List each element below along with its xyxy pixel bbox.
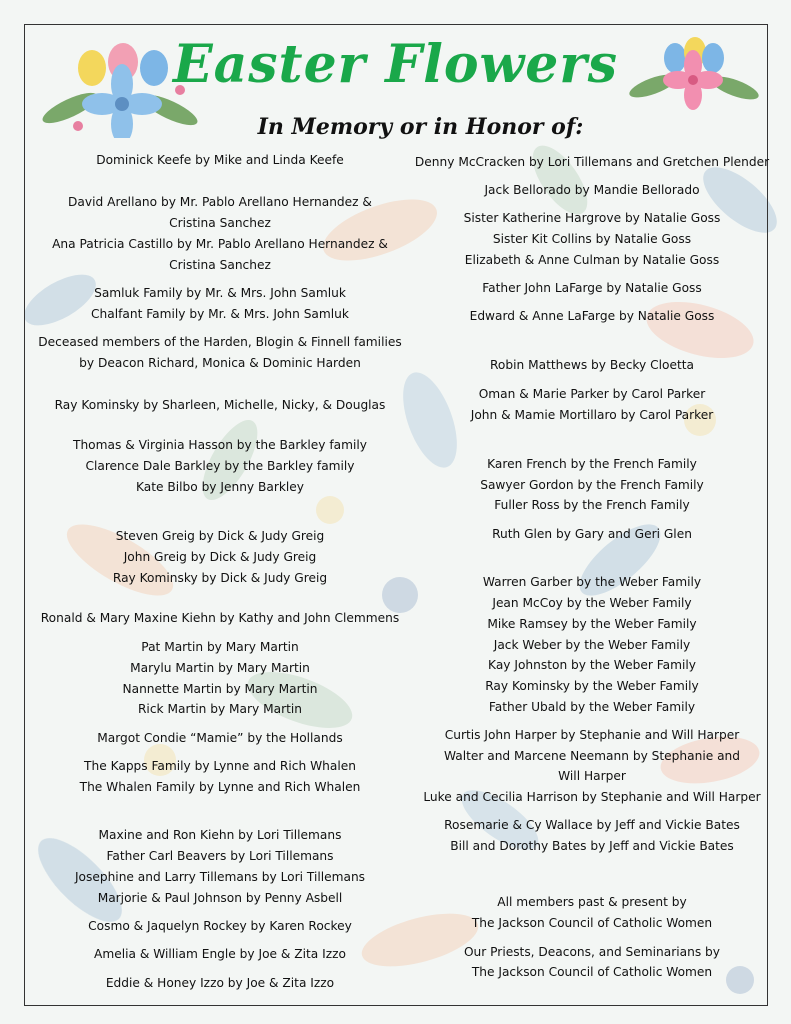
dedication-line: Cristina Sanchez xyxy=(169,216,271,230)
dedication-line: Bill and Dorothy Bates by Jeff and Vickie Bates xyxy=(450,839,734,853)
dedication-line: Deceased members of the Harden, Blogin & Finnell families xyxy=(38,335,402,349)
dedication-line: Jean McCoy by the Weber Family xyxy=(492,596,692,610)
dedication-line: Kate Bilbo by Jenny Barkley xyxy=(135,480,305,494)
dedication-line: Ronald & Mary Maxine Kiehn by Kathy and John Clemmens xyxy=(40,611,400,625)
dedication-line: John Greig by Dick & Judy Greig xyxy=(123,550,317,564)
dedication-line: Father Carl Beavers by Lori Tillemans xyxy=(106,849,334,863)
dedication-line: The Kapps Family by Lynne and Rich Whalen xyxy=(84,759,356,773)
dedication-line: Ray Kominsky by Sharleen, Michelle, Nicky, & Douglas xyxy=(54,398,386,412)
dedication-line: Clarence Dale Barkley by the Barkley family xyxy=(85,459,355,473)
dedication-line: Ray Kominsky by the Weber Family xyxy=(485,679,699,693)
dedication-line: Will Harper xyxy=(558,769,626,783)
dedication-line: Kay Johnston by the Weber Family xyxy=(488,658,696,672)
dedication-line: Robin Matthews by Becky Cloetta xyxy=(489,358,695,372)
dedication-line: Mike Ramsey by the Weber Family xyxy=(487,617,697,631)
dedication-line: Father John LaFarge by Natalie Goss xyxy=(482,281,702,295)
dedication-line: Nannette Martin by Mary Martin xyxy=(122,682,318,696)
dedication-line: Margot Condie “Mamie” by the Hollands xyxy=(97,731,343,745)
dedication-line: Sawyer Gordon by the French Family xyxy=(480,478,704,492)
dedication-line: Maxine and Ron Kiehn by Lori Tillemans xyxy=(98,828,342,842)
dedication-line: Karen French by the French Family xyxy=(487,457,697,471)
dedication-line: Cristina Sanchez xyxy=(169,258,271,272)
dedication-line: All members past & present by xyxy=(497,895,687,909)
dedication-line: Rosemarie & Cy Wallace by Jeff and Vickie Bates xyxy=(444,818,740,832)
dedication-line: Steven Greig by Dick & Judy Greig xyxy=(115,529,325,543)
dedication-line: Edward & Anne LaFarge by Natalie Goss xyxy=(469,309,715,323)
page-title: Easter Flowers xyxy=(172,34,619,95)
dedication-line: Curtis John Harper by Stephanie and Will Harper xyxy=(444,728,740,742)
dedication-line: Luke and Cecilia Harrison by Stephanie and Will Harper xyxy=(423,790,761,804)
dedication-line: Warren Garber by the Weber Family xyxy=(482,575,702,589)
dedication-line: Dominick Keefe by Mike and Linda Keefe xyxy=(96,153,344,167)
dedication-line: by Deacon Richard, Monica & Dominic Harden xyxy=(79,356,361,370)
dedication-line: Jack Bellorado by Mandie Bellorado xyxy=(484,183,700,197)
dedication-line: Pat Martin by Mary Martin xyxy=(141,640,299,654)
dedication-line: Jack Weber by the Weber Family xyxy=(493,638,691,652)
dedication-line: Denny McCracken by Lori Tillemans and Gretchen Plender xyxy=(414,155,770,169)
dedication-line: The Whalen Family by Lynne and Rich Whalen xyxy=(79,780,361,794)
dedication-line: Eddie & Honey Izzo by Joe & Zita Izzo xyxy=(105,976,335,990)
dedication-line: Chalfant Family by Mr. & Mrs. John Samluk xyxy=(91,307,349,321)
dedication-line: Samluk Family by Mr. & Mrs. John Samluk xyxy=(94,286,346,300)
dedication-line: Sister Katherine Hargrove by Natalie Goss xyxy=(463,211,721,225)
dedication-line: Our Priests, Deacons, and Seminarians by xyxy=(463,945,721,959)
dedication-line: Ana Patricia Castillo by Mr. Pablo Arellano Hernandez & xyxy=(52,237,388,251)
dedication-line: Father Ubald by the Weber Family xyxy=(488,700,696,714)
dedication-line: Oman & Marie Parker by Carol Parker xyxy=(478,387,706,401)
dedication-line: Fuller Ross by the French Family xyxy=(494,498,690,512)
dedication-line: Cosmo & Jaquelyn Rockey by Karen Rockey xyxy=(88,919,352,933)
dedication-line: David Arellano by Mr. Pablo Arellano Hernandez & xyxy=(68,195,372,209)
dedication-line: Walter and Marcene Neemann by Stephanie and xyxy=(443,749,741,763)
dedication-line: The Jackson Council of Catholic Women xyxy=(471,916,713,930)
dedication-line: Marylu Martin by Mary Martin xyxy=(130,661,310,675)
dedication-line: Sister Kit Collins by Natalie Goss xyxy=(492,232,692,246)
dedication-line: Rick Martin by Mary Martin xyxy=(137,702,303,716)
dedication-line: Thomas & Virginia Hasson by the Barkley family xyxy=(73,438,367,452)
dedication-line: Elizabeth & Anne Culman by Natalie Goss xyxy=(464,253,720,267)
dedication-line: Josephine and Larry Tillemans by Lori Tillemans xyxy=(74,870,366,884)
dedication-line: John & Mamie Mortillaro by Carol Parker xyxy=(470,408,714,422)
dedication-line: Amelia & William Engle by Joe & Zita Izzo xyxy=(94,947,346,961)
dedication-line: Marjorie & Paul Johnson by Penny Asbell xyxy=(97,891,343,905)
dedication-line: Ruth Glen by Gary and Geri Glen xyxy=(492,527,692,541)
page-subtitle: In Memory or in Honor of: xyxy=(257,114,584,140)
dedication-line: Ray Kominsky by Dick & Judy Greig xyxy=(112,571,328,585)
dedication-line: The Jackson Council of Catholic Women xyxy=(471,965,713,979)
